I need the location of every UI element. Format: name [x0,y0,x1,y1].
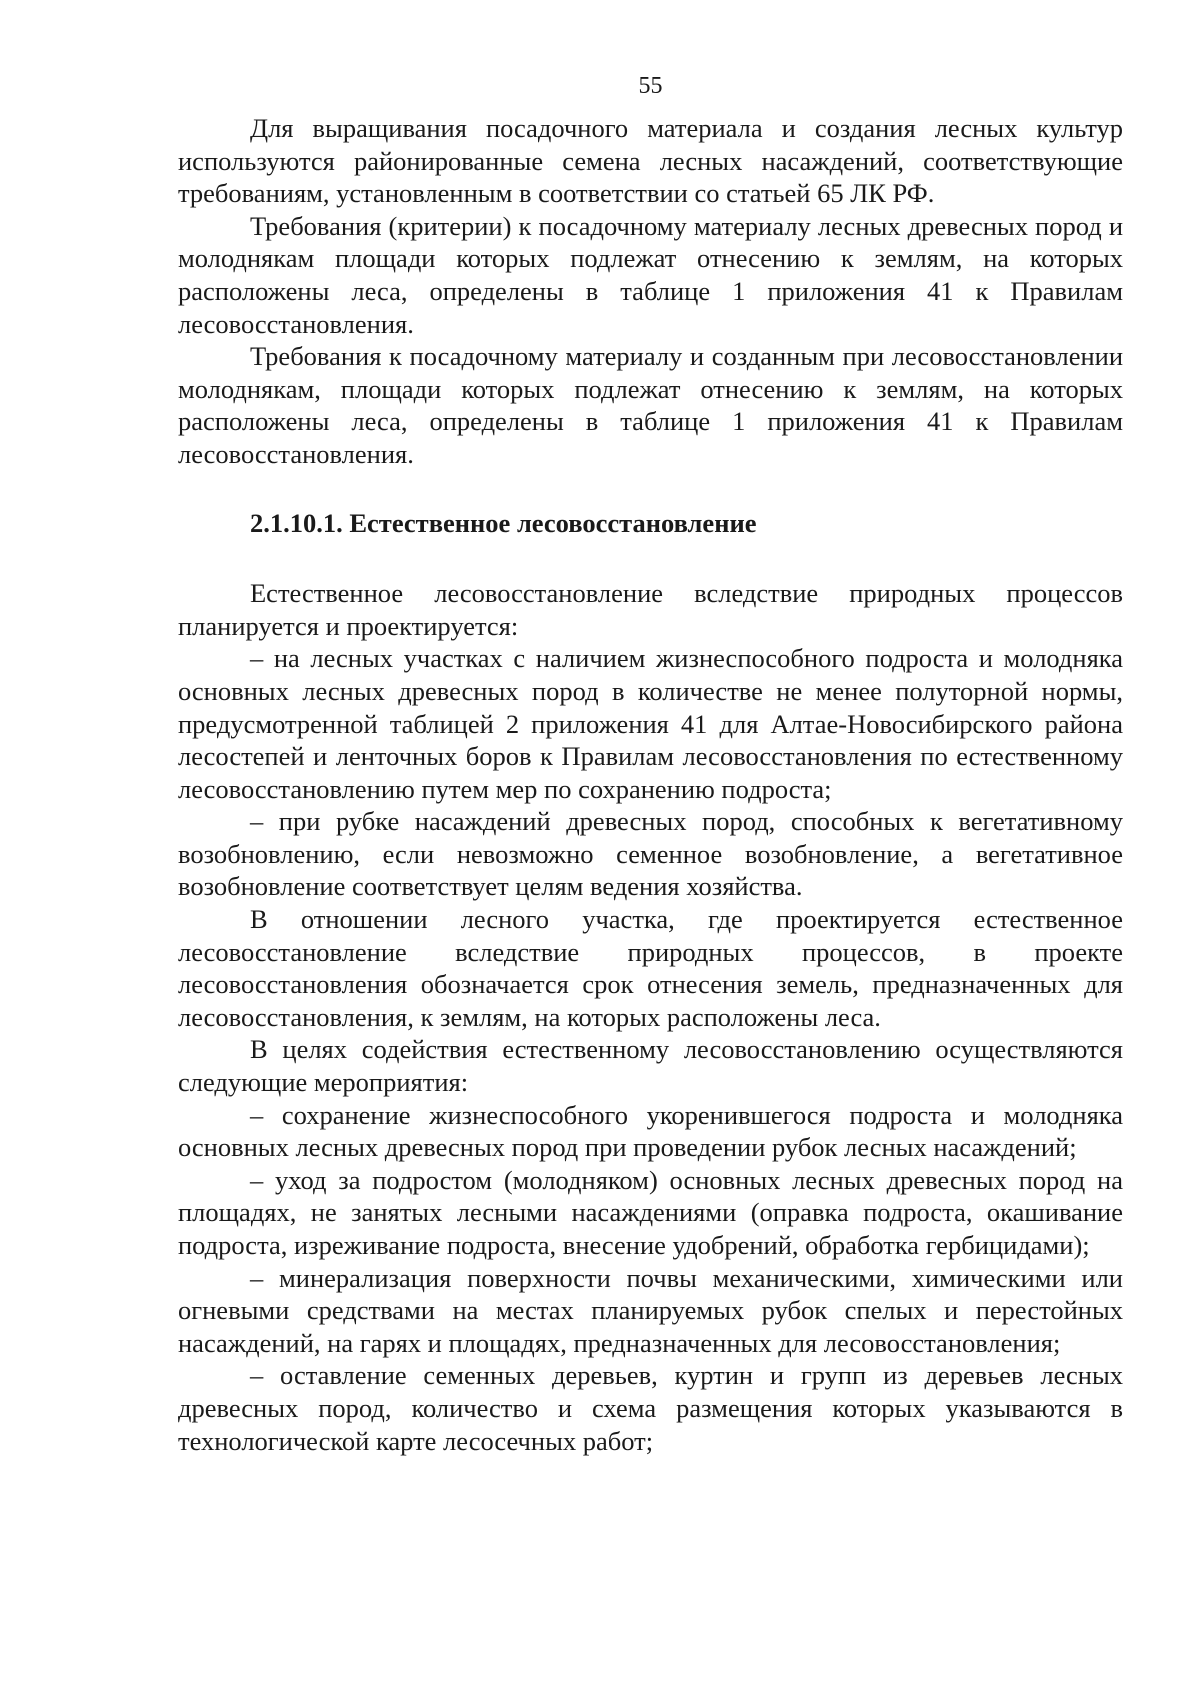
list-item-care-undergrowth: – уход за подростом (молодняком) основных лесных древесных пород на площадях, не занятых лесными насаждениями (оправка подроста, окашивание подроста, изреживание подроста, внесение удобрений, обработка гербицидами); [178,1164,1123,1260]
list-item-seed-trees: – оставление семенных деревьев, куртин и групп из деревьев лесных древесных пород, количество и схема размещения которых указываются в технологической карте лесосечных работ; [178,1360,1123,1456]
paragraph-land-assignment: В отношении лесного участка, где проектируется естественное лесовосстановление вследствие природных процессов, в проекте лесовосстановления обозначается срок отнесения земель, предназначенных для лесовосстановления, к землям, на которых расположены леса. [178,904,1123,1032]
page-number: 55 [638,73,663,99]
spacer [178,471,1123,507]
section-heading: 2.1.10.1. Естественное лесовосстановление [250,507,757,538]
document-page [178,60,1123,1457]
spacer [178,539,1123,577]
paragraph-assistance-measures: В целях содействия естественному лесовосстановлению осуществляются следующие мероприятия: [178,1034,1123,1098]
paragraph-seed-materials: Для выращивания посадочного материала и создания лесных культур используются районированные семена лесных насаждений, соответствующие требованиям, установленным в соответствии со статьей 65 ЛК РФ. [178,113,1123,209]
list-item-vegetative-renewal: – при рубке насаждений древесных пород, способных к вегетативному возобновлению, если невозможно семенное возобновление, а вегетативное возобновление соответствует целям ведения хозяйства. [178,806,1123,902]
paragraph-natural-intro: Естественное лесовосстановление вследствие природных процессов планируется и проектируется: [178,578,1123,641]
list-item-viable-undergrowth: – на лесных участках с наличием жизнеспособного подроста и молодняка основных лесных древесных пород в количестве не менее полуторной нормы, предусмотренной таблицей 2 приложения 41 для Алтае-Новосибирского района лесостепей и ленточных боров к Правилам лесовосстановления по естественному лесовосстановлению путем мер по сохранению подроста; [178,643,1123,804]
paragraph-requirements: Требования к посадочному материалу и созданным при лесовосстановлении молоднякам, площади которых подлежат отнесению к землям, на которых расположены леса, определены в таблице 1 приложения 41 к Правилам лесовосстановления. [178,341,1123,469]
list-item-preserve-undergrowth: – сохранение жизнеспособного укоренившегося подроста и молодняка основных лесных древесных пород при проведении рубок лесных насаждений; [178,1099,1123,1163]
paragraph-criteria-table: Требования (критерии) к посадочному материалу лесных древесных пород и молоднякам площади которых подлежат отнесению к землям, на которых расположены леса, определены в таблице 1 приложения 41 к Правилам лесовосстановления. [178,210,1123,339]
list-item-soil-mineralization: – минерализация поверхности почвы механическими, химическими или огневыми средствами на местах планируемых рубок спелых и перестойных насаждений, на гарях и площадях, предназначенных для лесовосстановления; [178,1262,1123,1358]
